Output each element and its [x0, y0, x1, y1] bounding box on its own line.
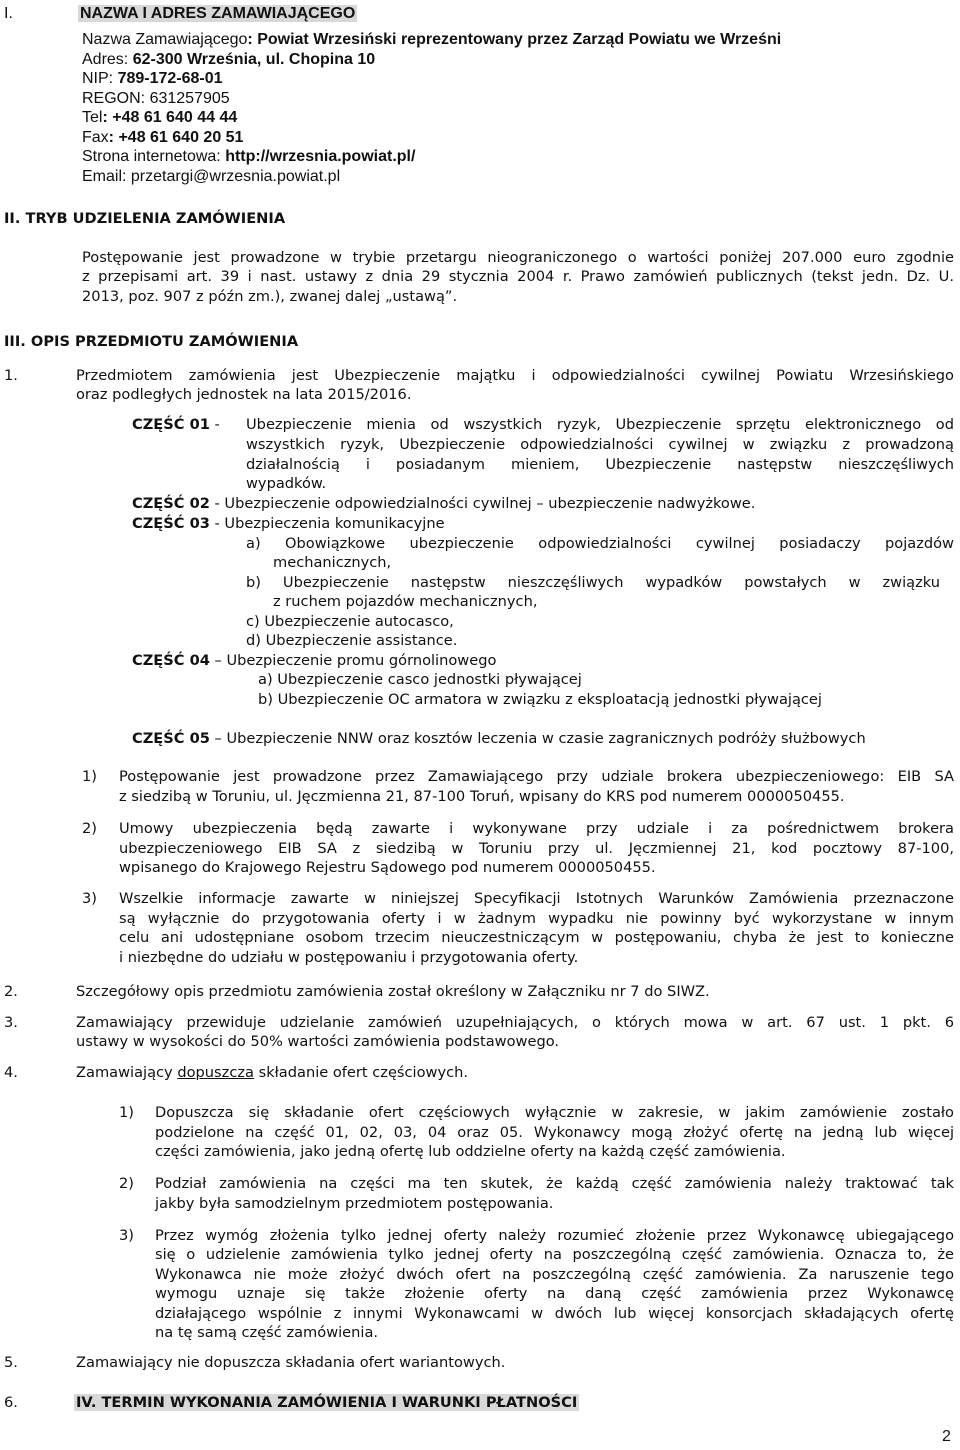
contractor-website: Strona internetowa: http://wrzesnia.powiat.pl/	[82, 148, 416, 165]
point-5-text: Zamawiający nie dopuszcza składania ofert wariantowych.	[76, 1354, 506, 1371]
point-3-line-1: Zamawiający przewiduje udzielanie zamówień uzupełniających, o których mowa w art. 67 ust. 1 pkt. 6	[76, 1014, 954, 1031]
part-03-item-c: c) Ubezpieczenie autocasco,	[246, 613, 454, 630]
contractor-fax: Fax: +48 61 640 20 51	[82, 129, 244, 146]
section-title-text: NAZWA I ADRES ZAMAWIAJĄCEGO	[80, 5, 356, 22]
part-04-item-a: a) Ubezpieczenie casco jednostki pływającej	[258, 671, 582, 688]
part-03-item-d: d) Ubezpieczenie assistance.	[246, 632, 458, 649]
info-line-3: celu ani udostępniane osobom trzecim nieuczestniczącym w postępowaniu, chyba że jest to konieczne	[119, 929, 954, 946]
info-line-4: i niezbędne do udziału w postępowaniu i przygotowania oferty.	[119, 949, 579, 966]
single-offer-line-3: Wykonawca nie może złożyć dwóch ofert na poszczególną część zamówienia. Za naruszenie tego	[155, 1266, 954, 1283]
contractor-address: Adres: 62-300 Września, ul. Chopina 10	[82, 51, 376, 68]
contracts-line-2: ubezpieczeniowego EIB SA z siedzibą w Toruniu przy ul. Jęczmiennej 21, kod pocztowy 87-100,	[119, 840, 954, 857]
part-03-item-b-cont: z ruchem pojazdów mechanicznych,	[273, 593, 538, 610]
part-03: CZĘŚĆ 03 - Ubezpieczenia komunikacyjne	[132, 515, 445, 532]
section-2-title: II. TRYB UDZIELENIA ZAMÓWIENIA	[4, 210, 286, 227]
single-offer-line-2: się o udzielenie zamówienia tylko jednej oferty na poszczególną część zamówienia. Oznacza to, że	[155, 1246, 954, 1263]
part-01-line-1: Ubezpieczenie mienia od wszystkich ryzyk, Ubezpieczenie sprzętu elektronicznego od	[246, 416, 954, 433]
contractor-phone: Tel: +48 61 640 44 44	[82, 109, 238, 126]
part-01-label: CZĘŚĆ 01 -	[132, 416, 220, 433]
subpoint-number: 2)	[82, 820, 97, 837]
single-offer-line-4: wymogu uznaje się także złożenie oferty na daną część zamówienia przez Wykonawcę	[155, 1285, 954, 1302]
broker-line-2: z siedzibą w Toruniu, ul. Jęczmienna 21, 87-100 Toruń, wpisany do KRS pod numerem 0000050455.	[119, 788, 845, 805]
contracts-line-1: Umowy ubezpieczenia będą zawarte i wykonywane przy udziale i za pośrednictwem brokera	[119, 820, 954, 837]
procedure-line-1: Postępowanie jest prowadzone w trybie przetargu nieograniczonego o wartości poniżej 207.000 euro zgodnie	[82, 249, 954, 266]
procedure-line-2: z przepisami art. 39 i nast. ustawy z dnia 29 stycznia 2004 r. Prawo zamówień publicznych (tekst jedn. Dz. U.	[82, 268, 954, 285]
section-number: I.	[4, 5, 13, 22]
info-line-1: Wszelkie informacje zawarte w niniejszej Specyfikacji Istotnych Warunków Zamówienia przeznaczone	[119, 890, 954, 907]
part-04: CZĘŚĆ 04 – Ubezpieczenie promu górnolinowego	[132, 652, 497, 669]
part-02: CZĘŚĆ 02 - Ubezpieczenie odpowiedzialności cywilnej – ubezpieczenie nadwyżkowe.	[132, 495, 756, 512]
subject-line-2: oraz podległych jednostek na lata 2015/2016.	[76, 386, 412, 403]
subpoint-number: 1)	[119, 1104, 134, 1121]
section-4-title	[74, 1394, 579, 1411]
part-04-item-b: b) Ubezpieczenie OC armatora w związku z eksploatacją jednostki pływającej	[258, 691, 822, 708]
part-01-line-4: wypadków.	[246, 475, 327, 492]
partial-offers-line-2: podzielone na część 01, 02, 03, 04 oraz 05. Wykonawcy mogą złożyć ofertę na jedną lub więcej	[155, 1124, 954, 1141]
single-offer-line-5: działającego wspólnie z innymi Wykonawcami w dwóch lub więcej konsorcjach składających ofertę	[155, 1305, 954, 1322]
contracts-line-3: wpisanego do Krajowego Rejestru Sądowego pod numerem 0000050455.	[119, 859, 656, 876]
section-4-title-text: IV. TERMIN WYKONANIA ZAMÓWIENIA I WARUNKI PŁATNOŚCI	[76, 1394, 578, 1411]
point-number: 1.	[4, 367, 18, 384]
website-link[interactable]: http://wrzesnia.powiat.pl/	[225, 148, 416, 165]
section-title	[78, 5, 357, 23]
partial-offers-line-1: Dopuszcza się składanie ofert częściowych wyłącznie w zakresie, w jakim zamówienie zostało	[155, 1104, 954, 1121]
part-03-item-a: a) Obowiązkowe ubezpieczenie odpowiedzialności cywilnej posiadaczy pojazdów	[246, 535, 954, 552]
contractor-nip: NIP: 789-172-68-01	[82, 70, 223, 87]
point-number: 3.	[4, 1014, 18, 1031]
point-2-text: Szczegółowy opis przedmiotu zamówienia został określony w Załączniku nr 7 do SIWZ.	[76, 983, 710, 1000]
subject-line-1: Przedmiotem zamówienia jest Ubezpieczenie majątku i odpowiedzialności cywilnej Powiatu Wrzesińskiego	[76, 367, 954, 384]
point-3-line-2: ustawy w wysokości do 50% wartości zamówienia podstawowego.	[76, 1033, 560, 1050]
point-number: 2.	[4, 983, 18, 1000]
division-line-2: jakby była samodzielnym przedmiotem postępowania.	[155, 1195, 554, 1212]
contractor-regon: REGON: 631257905	[82, 90, 230, 107]
contractor-name: Nazwa Zamawiającego: Powiat Wrzesiński reprezentowany przez Zarząd Powiatu we Wrześni	[82, 31, 782, 48]
page-number: 2	[942, 1428, 951, 1445]
part-03-item-a-cont: mechanicznych,	[273, 554, 392, 571]
single-offer-line-1: Przez wymóg złożenia tylko jednej oferty należy rozumieć złożenie przez Wykonawcę ubiegającego	[155, 1227, 954, 1244]
subpoint-number: 1)	[82, 768, 97, 785]
part-05: CZĘŚĆ 05 – Ubezpieczenie NNW oraz kosztów leczenia w czasie zagranicznych podróży służbowych	[132, 730, 866, 747]
part-03-item-b: b) Ubezpieczenie następstw nieszczęśliwych wypadków powstałych w związku	[246, 574, 940, 591]
point-4-text: Zamawiający dopuszcza składanie ofert częściowych.	[76, 1064, 469, 1081]
part-01-line-2: wszystkich ryzyk, Ubezpieczenie odpowiedzialności cywilnej w związku z prowadzoną	[246, 436, 954, 453]
subpoint-number: 3)	[82, 890, 97, 907]
point-number: 4.	[4, 1064, 18, 1081]
section-3-title: III. OPIS PRZEDMIOTU ZAMÓWIENIA	[4, 333, 299, 350]
subpoint-number: 2)	[119, 1175, 134, 1192]
division-line-1: Podział zamówienia na części ma ten skutek, że każdą część zamówienia należy traktować tak	[155, 1175, 954, 1192]
partial-offers-line-3: części zamówienia, jako jedną ofertę lub oddzielne oferty na każdą część zamówienia.	[155, 1143, 786, 1160]
broker-line-1: Postępowanie jest prowadzone przez Zamawiającego przy udziale brokera ubezpieczeniowego: EIB SA	[119, 768, 954, 785]
contractor-email: Email: przetargi@wrzesnia.powiat.pl	[82, 168, 341, 185]
procedure-line-3: 2013, poz. 907 z późn zm.), zwanej dalej „ustawą”.	[82, 288, 458, 305]
point-number: 5.	[4, 1354, 18, 1371]
point-number: 6.	[4, 1394, 18, 1411]
info-line-2: są wyłącznie do przygotowania oferty i w żadnym wypadku nie powinny być wykorzystane w innym	[119, 910, 954, 927]
part-01-line-3: działalnością i posiadanym mieniem, Ubezpieczenie następstw nieszczęśliwych	[246, 456, 954, 473]
single-offer-line-6: na tę samą część zamówienia.	[155, 1324, 379, 1341]
subpoint-number: 3)	[119, 1227, 134, 1244]
